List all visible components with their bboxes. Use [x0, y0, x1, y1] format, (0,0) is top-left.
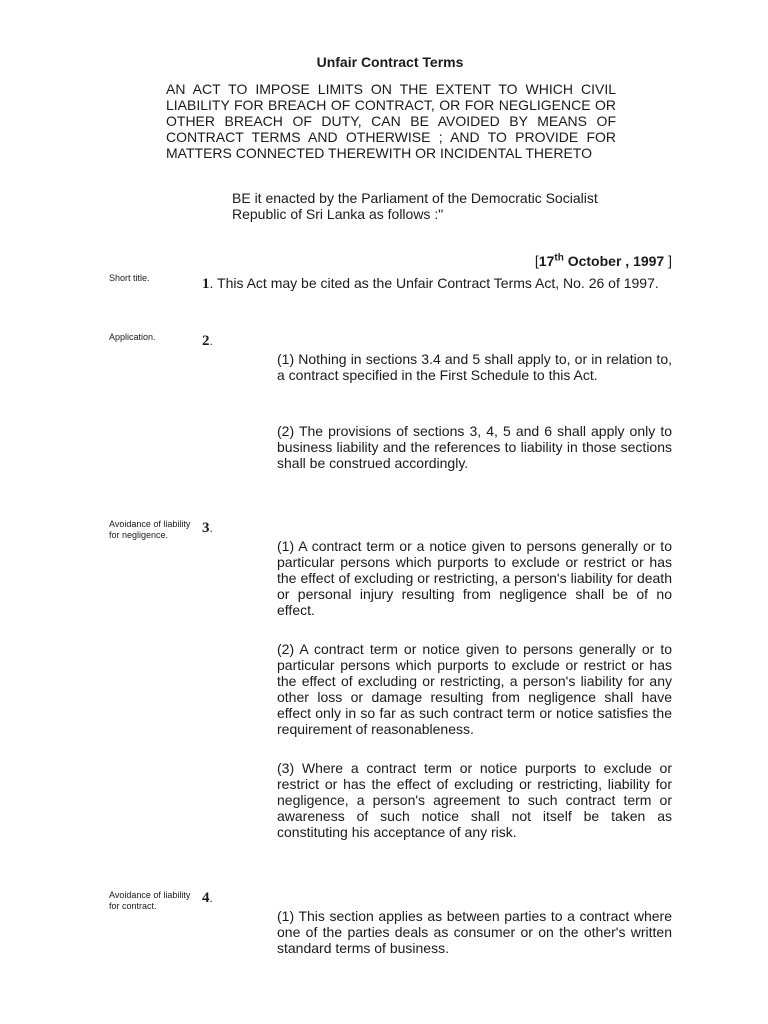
- section-2-number: [202, 333, 213, 350]
- date-open-bracket: [: [534, 252, 539, 269]
- section-4-subsection-1: (1) This section applies as between parties to a contract where one of the parties deals as consumer or on the other's written standard terms of business.: [277, 908, 672, 956]
- section-2-dot: .: [209, 334, 213, 348]
- section-3-number: [202, 520, 213, 537]
- long-title-preamble: AN ACT TO IMPOSE LIMITS ON THE EXTENT TO WHICH CIVIL LIABILITY FOR BREACH OF CONTRACT, OR FOR NEGLIGENCE OR OTHER BREACH OF DUTY, CAN BE AVOIDED BY MEANS OF CONTRACT TERMS AND OTHERWISE ; AND TO PROVIDE FOR MATTERS CONNECTED THEREWITH OR INCIDENTAL THERETO: [166, 81, 616, 161]
- margin-note-negligence: Avoidance of liability for negligence.: [109, 519, 191, 540]
- section-2-numeral: 2: [202, 333, 210, 349]
- section-3-dot: .: [209, 521, 213, 535]
- enactment-date: [535, 252, 672, 269]
- section-3-numeral: 3: [202, 520, 210, 536]
- date-close-bracket: ]: [664, 252, 672, 269]
- margin-note-application: Application.: [109, 332, 156, 342]
- section-3-subsection-3: (3) Where a contract term or notice purports to exclude or restrict or has the effect of excluding or restricting, liability for negligence, a person's agreement to such contract term or awareness of such notice shall not itself be taken as constituting his acceptance of any risk.: [277, 760, 672, 840]
- date-month-year: October , 1997: [563, 252, 665, 269]
- section-1: [202, 275, 672, 292]
- section-3-subsection-2: (2) A contract term or notice given to persons generally or to particular persons which purports to exclude or restrict or has the effect of excluding or restricting, a person's liability for any other loss or damage resulting from negligence shall have effect only in so far as such contract term or notice satisfies the requirement of reasonableness.: [277, 641, 672, 737]
- section-4-dot: .: [209, 891, 213, 905]
- section-4-numeral: 4: [202, 890, 210, 906]
- document-title: Unfair Contract Terms: [316, 54, 464, 70]
- date-suffix: th: [554, 252, 564, 263]
- section-4-number: [202, 890, 213, 907]
- section-2-subsection-2: (2) The provisions of sections 3, 4, 5 and 6 shall apply only to business liability and the references to liability in those sections shall be construed accordingly.: [277, 423, 672, 471]
- section-1-number: 1: [202, 276, 210, 292]
- margin-note-contract: Avoidance of liability for contract.: [109, 890, 191, 911]
- section-2-subsection-1: (1) Nothing in sections 3.4 and 5 shall apply to, or in relation to, a contract specified in the First Schedule to this Act.: [277, 351, 672, 383]
- date-day: 17: [538, 252, 555, 269]
- margin-note-short-title: Short title.: [109, 273, 150, 283]
- section-3-subsection-1: (1) A contract term or a notice given to persons generally or to particular persons which purports to exclude or restrict or has the effect of excluding or restricting, a person's liability for death or personal injury resulting from negligence shall be of no effect.: [277, 538, 672, 618]
- enacting-clause: BE it enacted by the Parliament of the Democratic Socialist Republic of Sri Lanka as follows :": [232, 190, 598, 222]
- section-1-text: . This Act may be cited as the Unfair Contract Terms Act, No. 26 of 1997.: [209, 275, 659, 291]
